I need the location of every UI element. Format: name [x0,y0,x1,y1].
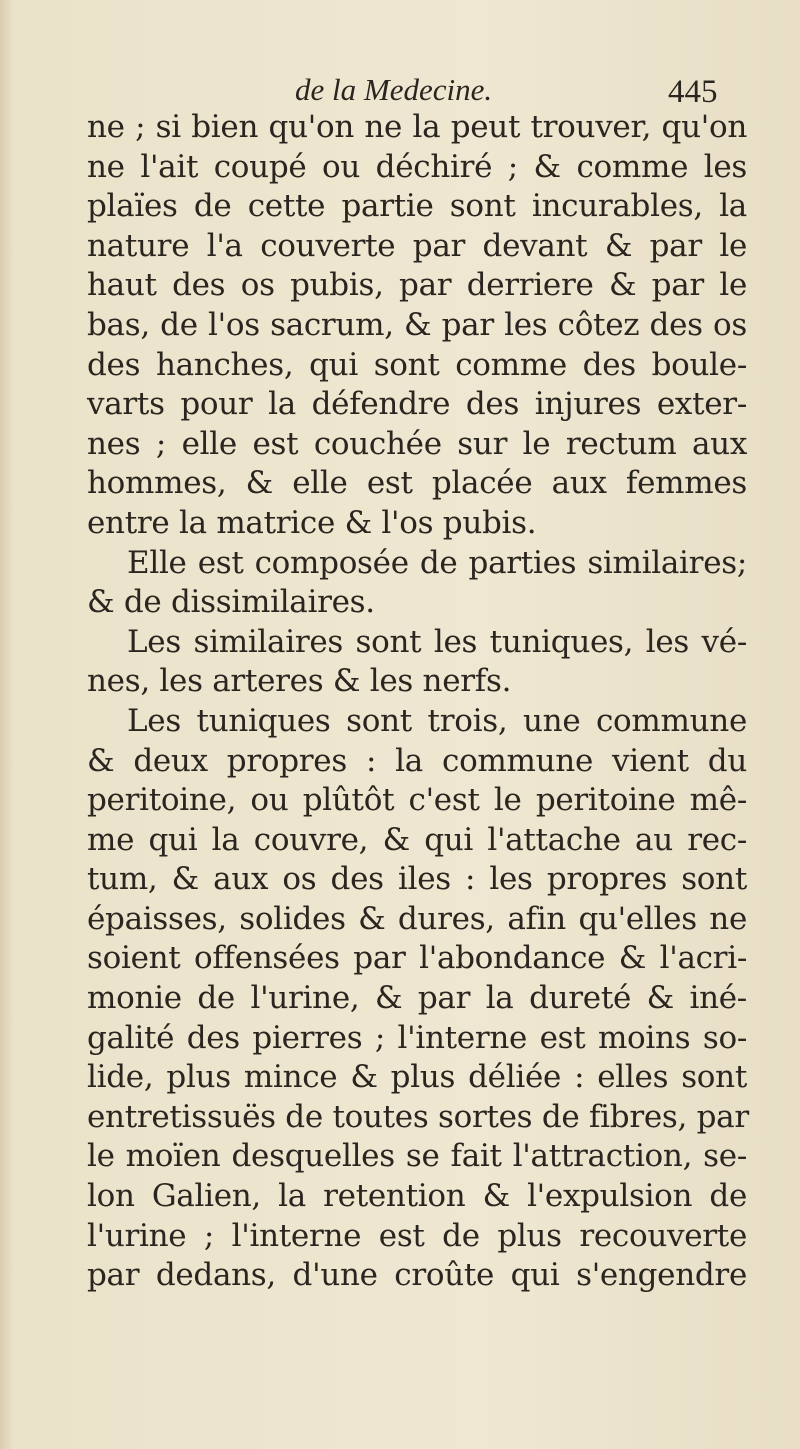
text-line: & de dissimilaires. [87,584,375,621]
text-line: soient offensées par l'abondance & l'acri- [87,940,747,977]
text-line: lide, plus mince & plus déliée : elles sont [87,1059,747,1096]
text-line: lon Galien, la retention & l'expulsion de [87,1178,747,1215]
text-line: entre la matrice & l'os pubis. [87,504,537,541]
running-title: de la Medecine. [295,72,493,107]
text-line: monie de l'urine, & par la dureté & iné- [87,980,747,1017]
page-number: 445 [668,74,718,110]
body-text [87,108,747,1296]
text-line: ne ; si bien qu'on ne la peut trouver, qu'on [87,109,747,145]
text-line: tum, & aux os des iles : les propres sont [87,861,747,898]
text-line: l'urine ; l'interne est de plus recouverte [87,1217,747,1254]
text-line: ne l'ait coupé ou déchiré ; & comme les [87,148,747,185]
text-line: Les similaires sont les tuniques, les vé- [127,623,747,660]
text-line: plaïes de cette partie sont incurables, la [87,188,747,225]
text-line: peritoine, ou plûtôt c'est le peritoine mê- [87,782,747,819]
text-line: me qui la couvre, & qui l'attache au rec- [87,821,747,858]
text-line: & deux propres : la commune vient du [87,742,747,779]
text-line: par dedans, d'une croûte qui s'engendre [87,1257,747,1294]
text-line: galité des pierres ; l'interne est moins so- [87,1019,747,1056]
text-line: bas, de l'os sacrum, & par les côtez des os [87,306,747,343]
text-line: nes ; elle est couchée sur le rectum aux [87,425,747,462]
text-line: entretissuës de toutes sortes de fibres, par [87,1098,749,1135]
text-line: Les tuniques sont trois, une commune [127,702,747,739]
text-line: épaisses, solides & dures, afin qu'elles ne [87,900,747,937]
text-line: hommes, & elle est placée aux femmes [87,465,747,502]
text-line: nes, les arteres & les nerfs. [87,663,512,700]
text-line: des hanches, qui sont comme des boule- [87,346,747,383]
page-header [0,72,800,112]
text-line: nature l'a couverte par devant & par le [87,227,747,264]
text-line: varts pour la défendre des injures exter- [87,386,747,423]
text-line: le moïen desquelles se fait l'attraction, se- [87,1138,747,1175]
text-line: Elle est composée de parties similaires; [127,544,747,581]
text-line: haut des os pubis, par derriere & par le [87,267,747,304]
